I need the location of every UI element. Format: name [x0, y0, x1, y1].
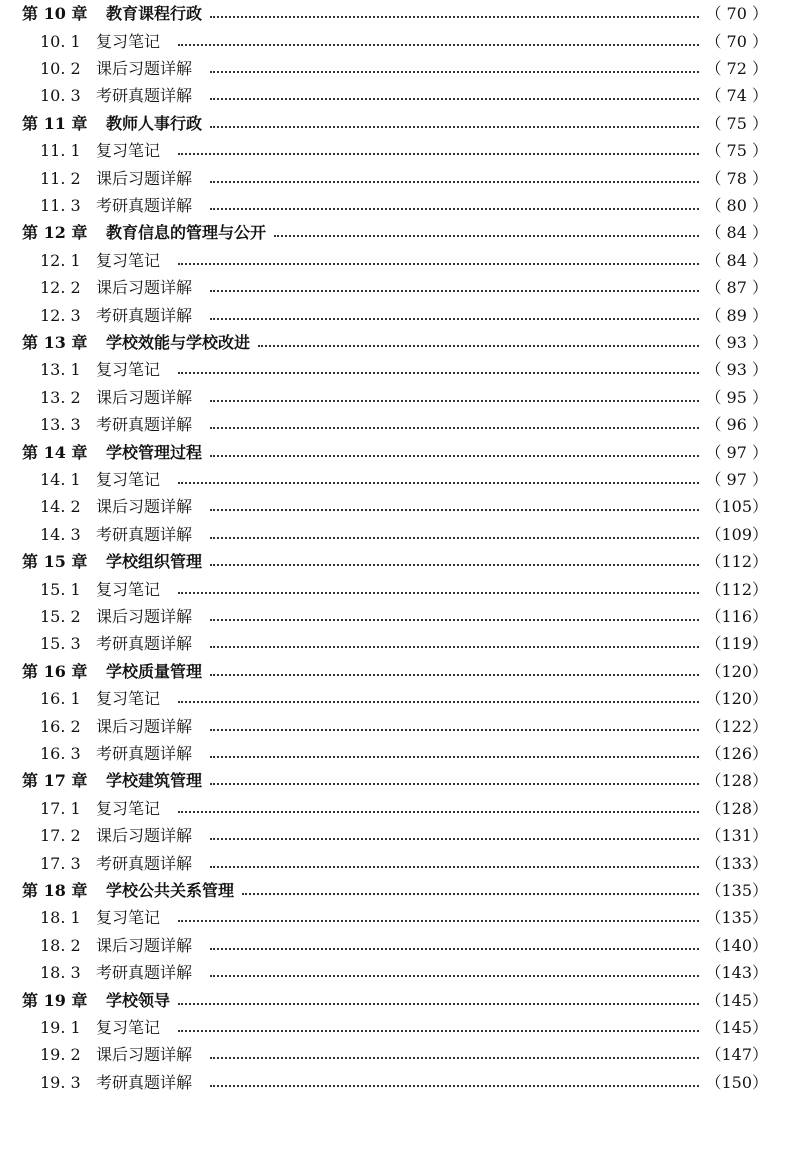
- entry-page-number: （147）: [705, 1045, 768, 1065]
- entry-title: 考研真题详解: [96, 963, 193, 983]
- entry-page-number: （ 84 ）: [705, 223, 768, 243]
- dot-leader: [242, 893, 699, 895]
- entry-title: 考研真题详解: [96, 195, 193, 215]
- entry-page-number: （120）: [705, 661, 768, 681]
- entry-title: 课后习题详解: [96, 935, 193, 955]
- toc-section-entry[interactable]: [0, 795, 790, 822]
- entry-title: 课后习题详解: [96, 716, 193, 736]
- toc-section-entry[interactable]: [0, 275, 790, 302]
- entry-page-number: （ 97 ）: [705, 469, 768, 489]
- entry-page-number: （140）: [705, 935, 768, 955]
- dot-leader: [210, 455, 699, 457]
- dot-leader: [178, 263, 699, 265]
- toc-section-entry[interactable]: [0, 713, 790, 740]
- toc-section-entry[interactable]: [0, 576, 790, 603]
- entry-number: 第 14 章: [22, 442, 88, 462]
- toc-section-entry[interactable]: [0, 55, 790, 82]
- entry-title: 教育信息的管理与公开: [106, 223, 267, 243]
- entry-page-number: （119）: [705, 634, 768, 654]
- entry-page-number: （109）: [705, 524, 768, 544]
- entry-number: 第 18 章: [22, 880, 88, 900]
- entry-page-number: （131）: [705, 826, 768, 846]
- entry-title: 复习笔记: [96, 798, 161, 818]
- dot-leader: [178, 701, 699, 703]
- entry-title: 考研真题详解: [96, 634, 193, 654]
- entry-number: 14. 3: [40, 524, 81, 544]
- entry-number: 18. 1: [40, 908, 81, 928]
- entry-number: 15. 1: [40, 579, 81, 599]
- entry-title: 学校领导: [106, 990, 171, 1010]
- entry-title: 复习笔记: [96, 360, 161, 380]
- toc-section-entry[interactable]: [0, 83, 790, 110]
- dot-leader: [210, 126, 699, 128]
- dot-leader: [210, 318, 699, 320]
- dot-leader: [210, 729, 699, 731]
- toc-chapter-entry[interactable]: [0, 658, 790, 685]
- dot-leader: [210, 1085, 699, 1087]
- entry-title: 复习笔记: [96, 1017, 161, 1037]
- toc-section-entry[interactable]: [0, 165, 790, 192]
- toc-section-entry[interactable]: [0, 494, 790, 521]
- dot-leader: [210, 181, 699, 183]
- entry-number: 12. 2: [40, 278, 81, 298]
- entry-number: 17. 3: [40, 853, 81, 873]
- entry-number: 13. 3: [40, 415, 81, 435]
- entry-page-number: （ 70 ）: [705, 4, 768, 24]
- toc-section-entry[interactable]: [0, 302, 790, 329]
- toc-section-entry[interactable]: [0, 740, 790, 767]
- entry-title: 课后习题详解: [96, 606, 193, 626]
- entry-number: 18. 3: [40, 963, 81, 983]
- toc-section-entry[interactable]: [0, 603, 790, 630]
- entry-page-number: （120）: [705, 689, 768, 709]
- entry-title: 复习笔记: [96, 689, 161, 709]
- entry-number: 13. 2: [40, 387, 81, 407]
- entry-number: 第 12 章: [22, 223, 88, 243]
- entry-title: 考研真题详解: [96, 415, 193, 435]
- entry-number: 16. 1: [40, 689, 81, 709]
- dot-leader: [210, 756, 699, 758]
- dot-leader: [210, 290, 699, 292]
- dot-leader: [178, 592, 699, 594]
- entry-number: 10. 1: [40, 31, 81, 51]
- entry-page-number: （150）: [705, 1072, 768, 1092]
- entry-page-number: （105）: [705, 497, 768, 517]
- toc-section-entry[interactable]: [0, 905, 790, 932]
- entry-number: 第 19 章: [22, 990, 88, 1010]
- toc-chapter-entry[interactable]: [0, 877, 790, 904]
- entry-title: 教育课程行政: [106, 4, 203, 24]
- entry-page-number: （ 93 ）: [705, 332, 768, 352]
- entry-title: 复习笔记: [96, 469, 161, 489]
- entry-title: 考研真题详解: [96, 305, 193, 325]
- dot-leader: [178, 1003, 699, 1005]
- entry-title: 考研真题详解: [96, 853, 193, 873]
- entry-page-number: （ 78 ）: [705, 168, 768, 188]
- dot-leader: [178, 372, 699, 374]
- dot-leader: [178, 811, 699, 813]
- entry-title: 学校组织管理: [106, 552, 203, 572]
- entry-page-number: （ 87 ）: [705, 278, 768, 298]
- toc-section-entry[interactable]: [0, 384, 790, 411]
- entry-number: 第 17 章: [22, 771, 88, 791]
- entry-title: 课后习题详解: [96, 278, 193, 298]
- toc-section-entry[interactable]: [0, 1069, 790, 1096]
- toc-section-entry[interactable]: [0, 192, 790, 219]
- dot-leader: [178, 920, 699, 922]
- entry-number: 11. 1: [40, 141, 81, 161]
- entry-title: 考研真题详解: [96, 743, 193, 763]
- entry-number: 10. 2: [40, 58, 81, 78]
- entry-page-number: （ 84 ）: [705, 250, 768, 270]
- entry-title: 学校质量管理: [106, 661, 203, 681]
- toc-section-entry[interactable]: [0, 960, 790, 987]
- dot-leader: [178, 44, 699, 46]
- entry-number: 16. 3: [40, 743, 81, 763]
- toc-chapter-entry[interactable]: [0, 220, 790, 247]
- dot-leader: [210, 646, 699, 648]
- entry-number: 17. 1: [40, 798, 81, 818]
- entry-number: 第 16 章: [22, 661, 88, 681]
- entry-page-number: （128）: [705, 771, 768, 791]
- entry-number: 10. 3: [40, 86, 81, 106]
- entry-number: 13. 1: [40, 360, 81, 380]
- dot-leader: [210, 98, 699, 100]
- entry-number: 12. 3: [40, 305, 81, 325]
- toc-chapter-entry[interactable]: [0, 987, 790, 1014]
- entry-title: 学校公共关系管理: [106, 880, 235, 900]
- entry-page-number: （ 74 ）: [705, 86, 768, 106]
- dot-leader: [258, 345, 699, 347]
- entry-page-number: （ 72 ）: [705, 58, 768, 78]
- dot-leader: [210, 975, 699, 977]
- toc-section-entry[interactable]: [0, 466, 790, 493]
- entry-number: 19. 2: [40, 1045, 81, 1065]
- entry-title: 复习笔记: [96, 250, 161, 270]
- entry-page-number: （133）: [705, 853, 768, 873]
- entry-title: 课后习题详解: [96, 168, 193, 188]
- entry-page-number: （122）: [705, 716, 768, 736]
- toc-section-entry[interactable]: [0, 247, 790, 274]
- entry-title: 复习笔记: [96, 31, 161, 51]
- entry-page-number: （126）: [705, 743, 768, 763]
- entry-number: 19. 3: [40, 1072, 81, 1092]
- entry-title: 课后习题详解: [96, 387, 193, 407]
- toc-section-entry[interactable]: [0, 823, 790, 850]
- entry-number: 11. 2: [40, 168, 81, 188]
- entry-page-number: （112）: [705, 552, 768, 572]
- dot-leader: [210, 537, 699, 539]
- dot-leader: [210, 400, 699, 402]
- entry-page-number: （145）: [705, 990, 768, 1010]
- entry-number: 第 11 章: [22, 113, 88, 133]
- entry-number: 第 15 章: [22, 552, 88, 572]
- entry-number: 12. 1: [40, 250, 81, 270]
- dot-leader: [210, 509, 699, 511]
- dot-leader: [210, 427, 699, 429]
- entry-page-number: （ 80 ）: [705, 195, 768, 215]
- entry-number: 第 10 章: [22, 4, 88, 24]
- entry-page-number: （ 75 ）: [705, 113, 768, 133]
- dot-leader: [210, 619, 699, 621]
- dot-leader: [210, 674, 699, 676]
- toc-section-entry[interactable]: [0, 357, 790, 384]
- toc-chapter-entry[interactable]: [0, 329, 790, 356]
- entry-page-number: （112）: [705, 579, 768, 599]
- entry-title: 学校管理过程: [106, 442, 203, 462]
- entry-page-number: （ 70 ）: [705, 31, 768, 51]
- entry-page-number: （ 96 ）: [705, 415, 768, 435]
- entry-number: 16. 2: [40, 716, 81, 736]
- entry-title: 考研真题详解: [96, 1072, 193, 1092]
- entry-title: 学校效能与学校改进: [106, 332, 251, 352]
- entry-number: 第 13 章: [22, 332, 88, 352]
- entry-number: 14. 1: [40, 469, 81, 489]
- dot-leader: [178, 482, 699, 484]
- entry-page-number: （143）: [705, 963, 768, 983]
- toc-chapter-entry[interactable]: [0, 1, 790, 28]
- entry-page-number: （145）: [705, 1017, 768, 1037]
- entry-title: 教师人事行政: [106, 113, 203, 133]
- entry-page-number: （ 93 ）: [705, 360, 768, 380]
- entry-title: 课后习题详解: [96, 58, 193, 78]
- entry-page-number: （116）: [705, 606, 768, 626]
- toc-chapter-entry[interactable]: [0, 549, 790, 576]
- dot-leader: [210, 16, 699, 18]
- entry-page-number: （128）: [705, 798, 768, 818]
- entry-title: 考研真题详解: [96, 86, 193, 106]
- entry-page-number: （135）: [705, 908, 768, 928]
- dot-leader: [210, 564, 699, 566]
- toc-section-entry[interactable]: [0, 850, 790, 877]
- toc-section-entry[interactable]: [0, 28, 790, 55]
- entry-number: 14. 2: [40, 497, 81, 517]
- toc-section-entry[interactable]: [0, 412, 790, 439]
- dot-leader: [210, 783, 699, 785]
- dot-leader: [210, 838, 699, 840]
- entry-number: 18. 2: [40, 935, 81, 955]
- entry-page-number: （135）: [705, 880, 768, 900]
- dot-leader: [178, 1030, 699, 1032]
- entry-title: 课后习题详解: [96, 497, 193, 517]
- dot-leader: [210, 1057, 699, 1059]
- toc-chapter-entry[interactable]: [0, 439, 790, 466]
- toc-chapter-entry[interactable]: [0, 110, 790, 137]
- toc-section-entry[interactable]: [0, 631, 790, 658]
- toc-section-entry[interactable]: [0, 1014, 790, 1041]
- toc-section-entry[interactable]: [0, 138, 790, 165]
- dot-leader: [178, 153, 699, 155]
- entry-title: 复习笔记: [96, 579, 161, 599]
- entry-page-number: （ 97 ）: [705, 442, 768, 462]
- entry-number: 15. 2: [40, 606, 81, 626]
- entry-number: 11. 3: [40, 195, 81, 215]
- entry-number: 19. 1: [40, 1017, 81, 1037]
- toc-section-entry[interactable]: [0, 521, 790, 548]
- dot-leader: [210, 866, 699, 868]
- entry-title: 学校建筑管理: [106, 771, 203, 791]
- toc-section-entry[interactable]: [0, 1042, 790, 1069]
- dot-leader: [210, 948, 699, 950]
- entry-page-number: （ 89 ）: [705, 305, 768, 325]
- toc-chapter-entry[interactable]: [0, 768, 790, 795]
- entry-title: 考研真题详解: [96, 524, 193, 544]
- toc-section-entry[interactable]: [0, 686, 790, 713]
- entry-title: 课后习题详解: [96, 826, 193, 846]
- entry-number: 15. 3: [40, 634, 81, 654]
- dot-leader: [274, 235, 699, 237]
- entry-title: 复习笔记: [96, 908, 161, 928]
- entry-title: 复习笔记: [96, 141, 161, 161]
- dot-leader: [210, 71, 699, 73]
- entry-page-number: （ 75 ）: [705, 141, 768, 161]
- dot-leader: [210, 208, 699, 210]
- entry-number: 17. 2: [40, 826, 81, 846]
- entry-page-number: （ 95 ）: [705, 387, 768, 407]
- toc-section-entry[interactable]: [0, 932, 790, 959]
- entry-title: 课后习题详解: [96, 1045, 193, 1065]
